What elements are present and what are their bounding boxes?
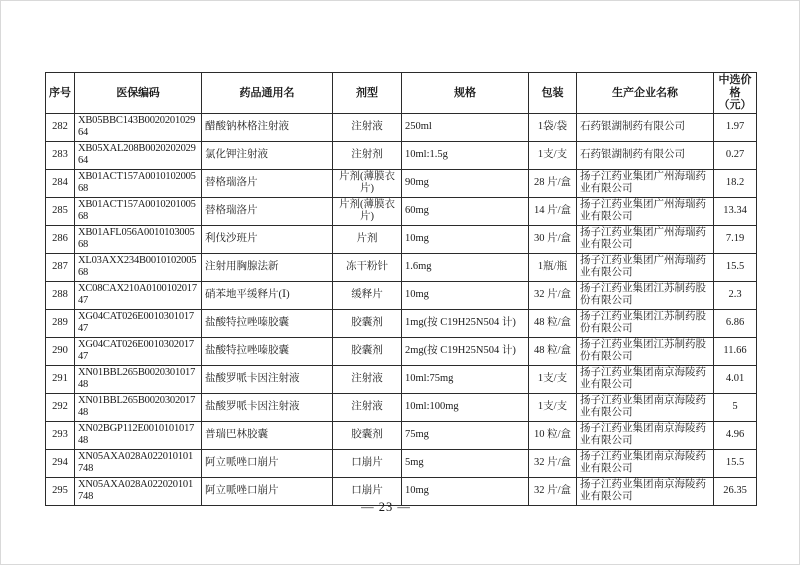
- cell-form: 注射剂: [333, 141, 402, 169]
- cell-price: 2.3: [714, 281, 757, 309]
- cell-no: 284: [46, 169, 75, 197]
- cell-name: 盐酸罗哌卡因注射液: [202, 365, 333, 393]
- cell-pack: 1支/支: [529, 365, 577, 393]
- cell-no: 285: [46, 197, 75, 225]
- table-body: [46, 113, 757, 505]
- cell-form: 片剂(薄膜衣片): [333, 197, 402, 225]
- cell-pack: 1袋/袋: [529, 113, 577, 141]
- cell-no: 294: [46, 449, 75, 477]
- cell-code: XN05AXA028A022010101748: [75, 449, 202, 477]
- cell-spec: 75mg: [402, 421, 529, 449]
- cell-maker: 扬子江药业集团南京海陵药业有限公司: [577, 393, 714, 421]
- cell-spec: 1.6mg: [402, 253, 529, 281]
- table-row: [46, 421, 757, 449]
- cell-code: XB05XAL208B002020202964: [75, 141, 202, 169]
- cell-price: 4.01: [714, 365, 757, 393]
- cell-name: 注射用胸腺法新: [202, 253, 333, 281]
- cell-maker: 扬子江药业集团江苏制药股份有限公司: [577, 337, 714, 365]
- cell-no: 288: [46, 281, 75, 309]
- cell-price: 5: [714, 393, 757, 421]
- cell-pack: 32 片/盒: [529, 449, 577, 477]
- column-header-maker: 生产企业名称: [577, 73, 714, 114]
- cell-spec: 10mg: [402, 281, 529, 309]
- cell-code: XG04CAT026E001030201747: [75, 337, 202, 365]
- cell-maker: 扬子江药业集团广州海瑞药业有限公司: [577, 197, 714, 225]
- cell-no: 292: [46, 393, 75, 421]
- column-header-form: 剂型: [333, 73, 402, 114]
- table-row: [46, 393, 757, 421]
- cell-maker: 扬子江药业集团江苏制药股份有限公司: [577, 281, 714, 309]
- cell-form: 冻干粉针: [333, 253, 402, 281]
- cell-spec: 5mg: [402, 449, 529, 477]
- cell-form: 注射液: [333, 365, 402, 393]
- cell-no: 287: [46, 253, 75, 281]
- cell-price: 11.66: [714, 337, 757, 365]
- cell-no: 283: [46, 141, 75, 169]
- cell-pack: 48 粒/盒: [529, 337, 577, 365]
- cell-maker: 扬子江药业集团南京海陵药业有限公司: [577, 477, 714, 505]
- table-row: [46, 337, 757, 365]
- cell-maker: 扬子江药业集团江苏制药股份有限公司: [577, 309, 714, 337]
- cell-spec: 2mg(按 C19H25N504 计): [402, 337, 529, 365]
- column-header-spec: 规格: [402, 73, 529, 114]
- cell-maker: 扬子江药业集团南京海陵药业有限公司: [577, 421, 714, 449]
- cell-name: 盐酸特拉唑嗪胶囊: [202, 337, 333, 365]
- cell-spec: 10ml:1.5g: [402, 141, 529, 169]
- cell-no: 293: [46, 421, 75, 449]
- cell-name: 普瑞巴林胶囊: [202, 421, 333, 449]
- cell-spec: 1mg(按 C19H25N504 计): [402, 309, 529, 337]
- cell-price: 0.27: [714, 141, 757, 169]
- cell-no: 289: [46, 309, 75, 337]
- cell-code: XN01BBL265B002030101748: [75, 365, 202, 393]
- cell-maker: 扬子江药业集团南京海陵药业有限公司: [577, 365, 714, 393]
- column-header-code: 医保编码: [75, 73, 202, 114]
- cell-form: 片剂(薄膜衣片): [333, 169, 402, 197]
- cell-pack: 28 片/盒: [529, 169, 577, 197]
- table-row: [46, 225, 757, 253]
- cell-name: 醋酸钠林格注射液: [202, 113, 333, 141]
- header-row: [46, 73, 757, 114]
- cell-maker: 扬子江药业集团广州海瑞药业有限公司: [577, 253, 714, 281]
- cell-spec: 10ml:75mg: [402, 365, 529, 393]
- cell-price: 6.86: [714, 309, 757, 337]
- cell-pack: 1支/支: [529, 393, 577, 421]
- cell-form: 口崩片: [333, 449, 402, 477]
- table-row: [46, 365, 757, 393]
- table-row: [46, 253, 757, 281]
- cell-price: 13.34: [714, 197, 757, 225]
- table-row: [46, 141, 757, 169]
- table-row: [46, 169, 757, 197]
- cell-form: 注射液: [333, 113, 402, 141]
- table-row: [46, 449, 757, 477]
- drug-price-table: [45, 72, 757, 506]
- cell-name: 替格瑞洛片: [202, 169, 333, 197]
- cell-no: 290: [46, 337, 75, 365]
- cell-code: XN05AXA028A022020101748: [75, 477, 202, 505]
- cell-name: 氯化钾注射液: [202, 141, 333, 169]
- cell-no: 286: [46, 225, 75, 253]
- page-footer: [1, 500, 771, 515]
- cell-name: 阿立哌唑口崩片: [202, 449, 333, 477]
- column-header-pack: 包装: [529, 73, 577, 114]
- cell-spec: 90mg: [402, 169, 529, 197]
- cell-maker: 石药银湖制药有限公司: [577, 141, 714, 169]
- cell-spec: 60mg: [402, 197, 529, 225]
- cell-no: 295: [46, 477, 75, 505]
- cell-spec: 10mg: [402, 225, 529, 253]
- column-header-price: 中选价格（元）: [714, 73, 757, 114]
- cell-code: XB01AFL056A001010300568: [75, 225, 202, 253]
- table-row: [46, 197, 757, 225]
- cell-pack: 1瓶/瓶: [529, 253, 577, 281]
- table-row: [46, 281, 757, 309]
- table-header: [46, 73, 757, 114]
- page-number: — 23 —: [361, 500, 411, 514]
- cell-pack: 48 粒/盒: [529, 309, 577, 337]
- cell-pack: 10 粒/盒: [529, 421, 577, 449]
- cell-maker: 扬子江药业集团广州海瑞药业有限公司: [577, 225, 714, 253]
- cell-price: 7.19: [714, 225, 757, 253]
- column-header-no: 序号: [46, 73, 75, 114]
- cell-name: 盐酸特拉唑嗪胶囊: [202, 309, 333, 337]
- cell-pack: 32 片/盒: [529, 477, 577, 505]
- cell-price: 15.5: [714, 253, 757, 281]
- cell-spec: 10mg: [402, 477, 529, 505]
- cell-maker: 石药银湖制药有限公司: [577, 113, 714, 141]
- cell-spec: 10ml:100mg: [402, 393, 529, 421]
- cell-no: 282: [46, 113, 75, 141]
- table-row: [46, 113, 757, 141]
- cell-pack: 32 片/盒: [529, 281, 577, 309]
- cell-maker: 扬子江药业集团广州海瑞药业有限公司: [577, 169, 714, 197]
- cell-code: XB01ACT157A001020100568: [75, 197, 202, 225]
- cell-form: 胶囊剂: [333, 421, 402, 449]
- cell-name: 利伐沙班片: [202, 225, 333, 253]
- cell-form: 胶囊剂: [333, 309, 402, 337]
- cell-code: XN01BBL265B002030201748: [75, 393, 202, 421]
- cell-form: 缓释片: [333, 281, 402, 309]
- cell-code: XG04CAT026E001030101747: [75, 309, 202, 337]
- cell-spec: 250ml: [402, 113, 529, 141]
- cell-price: 4.96: [714, 421, 757, 449]
- cell-name: 盐酸罗哌卡因注射液: [202, 393, 333, 421]
- cell-price: 26.35: [714, 477, 757, 505]
- cell-pack: 1支/支: [529, 141, 577, 169]
- cell-name: 硝苯地平缓释片(Ⅰ): [202, 281, 333, 309]
- cell-pack: 30 片/盒: [529, 225, 577, 253]
- cell-form: 口崩片: [333, 477, 402, 505]
- cell-name: 替格瑞洛片: [202, 197, 333, 225]
- column-header-name: 药品通用名: [202, 73, 333, 114]
- cell-no: 291: [46, 365, 75, 393]
- cell-code: XB05BBC143B002020102964: [75, 113, 202, 141]
- cell-form: 片剂: [333, 225, 402, 253]
- cell-form: 注射液: [333, 393, 402, 421]
- cell-price: 1.97: [714, 113, 757, 141]
- cell-code: XL03AXX234B001010200568: [75, 253, 202, 281]
- cell-code: XN02BGP112E001010101748: [75, 421, 202, 449]
- cell-code: XC08CAX210A010010201747: [75, 281, 202, 309]
- cell-name: 阿立哌唑口崩片: [202, 477, 333, 505]
- cell-code: XB01ACT157A001010200568: [75, 169, 202, 197]
- cell-pack: 14 片/盒: [529, 197, 577, 225]
- cell-form: 胶囊剂: [333, 337, 402, 365]
- cell-maker: 扬子江药业集团南京海陵药业有限公司: [577, 449, 714, 477]
- cell-price: 18.2: [714, 169, 757, 197]
- cell-price: 15.5: [714, 449, 757, 477]
- table-row: [46, 309, 757, 337]
